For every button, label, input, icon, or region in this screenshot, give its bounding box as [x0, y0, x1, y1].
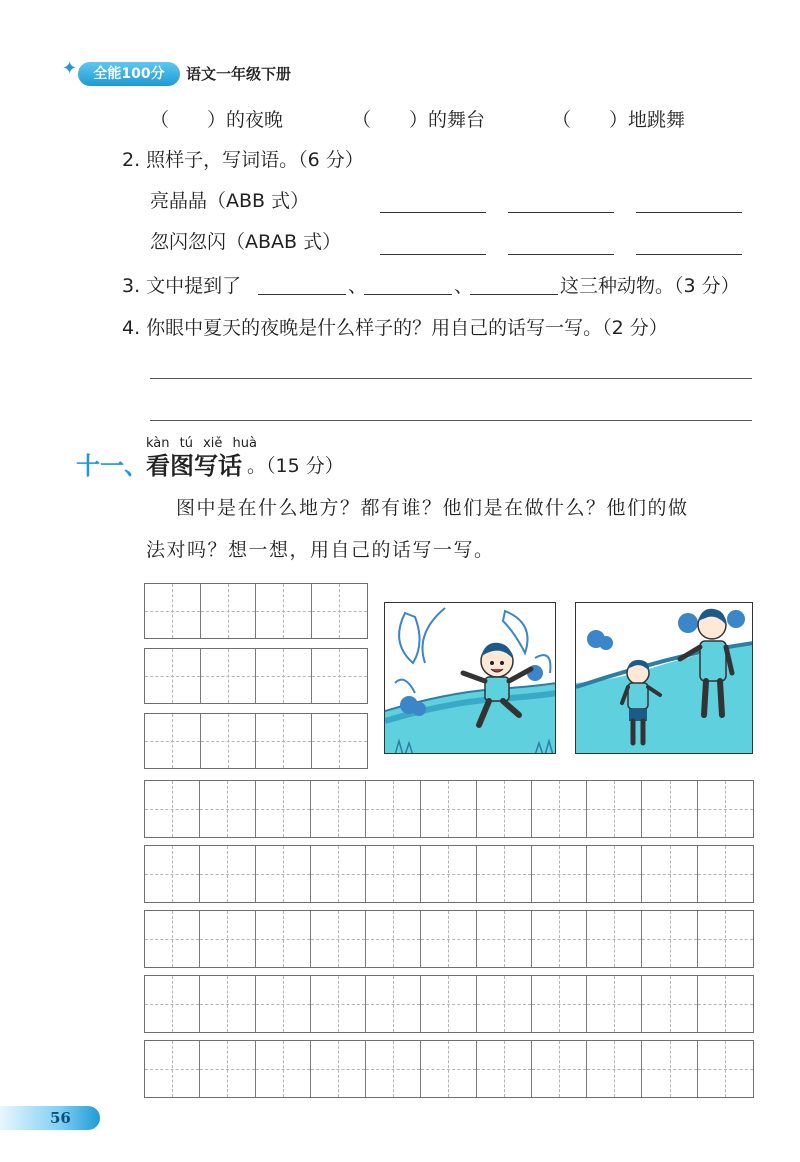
- section-score: 。（15 分）: [247, 455, 344, 477]
- writing-grid-row-4[interactable]: [144, 975, 754, 1033]
- prompt-line-2: 法对吗？想一想，用自己的话写一写。: [146, 539, 495, 561]
- question-2: 2. 照样子，写词语。（6 分）: [122, 149, 364, 171]
- writing-grid-row-2[interactable]: [144, 845, 754, 903]
- q3-blank-3[interactable]: [470, 294, 558, 295]
- book-title: 语文一年级下册: [186, 65, 292, 83]
- writing-grid-small-2[interactable]: [144, 648, 368, 704]
- q2-row1-blank-2[interactable]: [508, 212, 614, 213]
- q3-blank-2[interactable]: [364, 294, 452, 295]
- writing-grid-row-5[interactable]: [144, 1040, 754, 1098]
- q2-row2-label: 忽闪忽闪（ABAB 式）: [150, 231, 342, 253]
- picture-two-children: [575, 602, 753, 754]
- q3-sep-1: 、: [348, 275, 368, 297]
- q3-sep-2: 、: [454, 275, 474, 297]
- title-pinyin: kàn tú xiě huà: [146, 436, 257, 451]
- sparkle-icon: ✦: [62, 58, 78, 79]
- writing-grid-row-3[interactable]: [144, 910, 754, 968]
- fill-item-3: （ ）地跳舞: [552, 109, 686, 131]
- page-number: 56: [50, 1109, 71, 1127]
- section-number: 十一、: [76, 451, 148, 480]
- section-title: 看图写话: [146, 451, 242, 480]
- prompt-line-1: 图中是在什么地方？都有谁？他们是在做什么？他们的做: [176, 497, 689, 519]
- writing-grid-small-3[interactable]: [144, 713, 368, 769]
- q2-row1-blank-1[interactable]: [380, 212, 486, 213]
- question-4: 4. 你眼中夏天的夜晚是什么样子的？用自己的话写一写。（2 分）: [122, 317, 668, 339]
- question-3-suffix: 这三种动物。（3 分）: [560, 275, 740, 297]
- answer-line-2[interactable]: [150, 420, 752, 421]
- q2-row2-blank-1[interactable]: [380, 254, 486, 255]
- question-3-prefix: 3. 文中提到了: [122, 275, 242, 297]
- answer-line-1[interactable]: [150, 378, 752, 379]
- q3-blank-1[interactable]: [258, 294, 346, 295]
- fill-item-1: （ ）的夜晚: [150, 109, 284, 131]
- q2-row1-blank-3[interactable]: [636, 212, 742, 213]
- q2-row2-blank-3[interactable]: [636, 254, 742, 255]
- q2-row2-blank-2[interactable]: [508, 254, 614, 255]
- series-badge: 全能100分: [78, 62, 180, 86]
- writing-grid-small-1[interactable]: [144, 583, 368, 639]
- picture-boy-running: [384, 602, 556, 754]
- q2-row1-label: 亮晶晶（ABB 式）: [150, 190, 310, 212]
- writing-grid-row-1[interactable]: [144, 780, 754, 838]
- fill-item-2: （ ）的舞台: [352, 109, 486, 131]
